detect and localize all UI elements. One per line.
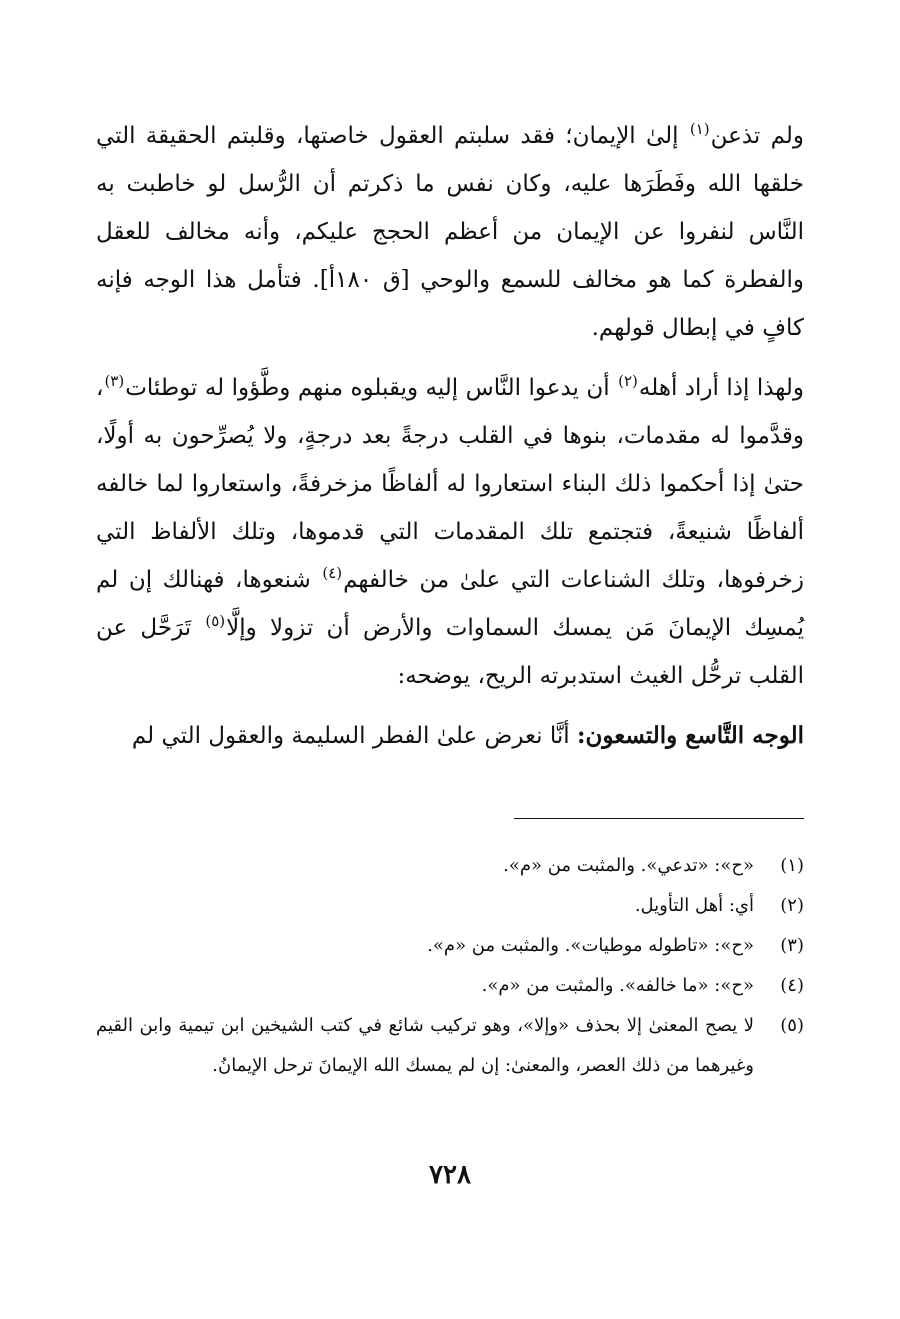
main-text — [96, 112, 804, 760]
footnotes — [96, 846, 804, 1086]
footnote-4 — [96, 966, 804, 1006]
footnote-5 — [96, 1006, 804, 1086]
paragraph-1-text: إلىٰ الإيمان؛ فقد سلبتم العقول خاصتها، وقلبتم الحقيقة التي خلقها الله وفَطَرَها عليه، وكان نفس ما ذكرتم أن الرُّسل لو خاطبت به النَّاس لنفروا عن الإيمان من أعظم الحجج عليكم، وأنه مخالف للعقل والفطرة كما هو مخالف للسمع والوحي [ق ١٨٠أ]. فتأمل هذا الوجه فإنه كافٍ في إبطال قولهم. — [96, 123, 804, 341]
paragraph-1-text: ولم تذعن — [710, 123, 804, 149]
footnote-number: (٣) — [780, 935, 804, 956]
footnote-ref-2[interactable]: (٢) — [618, 372, 638, 391]
paragraph-2-text: تَرَحَّل عن القلب ترحُّل الغيث استدبرته الريح، يوضحه: — [96, 615, 804, 689]
paragraph-2-text: شنعوها، فهنالك إن لم يُمسِك الإيمانَ مَن يمسك السماوات والأرض أن تزولا وإلَّا — [96, 567, 804, 641]
footnote-text: «ح»: «تاطوله موطيات». والمثبت من «م». — [427, 935, 754, 956]
section-heading: الوجه التَّاسع والتسعون: — [576, 722, 804, 749]
footnote-number: (١) — [780, 855, 804, 876]
footnote-text: «ح»: «تدعي». والمثبت من «م». — [503, 855, 754, 876]
paragraph-2-text: ولهذا إذا أراد أهله — [638, 375, 804, 401]
footnote-3 — [96, 926, 804, 966]
footnote-text: «ح»: «ما خالفه». والمثبت من «م». — [481, 975, 754, 996]
footnote-text: لا يصح المعنىٰ إلا بحذف «وإلا»، وهو تركيب شائع في كتب الشيخين ابن تيمية وابن القيم وغيرهما من ذلك العصر، والمعنىٰ: إن لم يمسك الله الإيمانَ ترحل الإيمانُ. — [96, 1015, 754, 1076]
paragraph-1 — [96, 112, 804, 352]
footnote-text: أي: أهل التأويل. — [634, 895, 754, 916]
footnote-ref-5[interactable]: (٥) — [205, 612, 226, 631]
section-heading-text: أنَّا نعرض علىٰ الفطر السليمة والعقول التي لم — [131, 723, 577, 749]
paragraph-2 — [96, 364, 804, 700]
footnote-divider — [514, 818, 804, 819]
footnote-1 — [96, 846, 804, 886]
footnote-number: (٤) — [780, 975, 804, 996]
paragraph-2-text: ، وقدَّموا له مقدمات، بنوها في القلب درجةً بعد درجةٍ، ولا يُصرِّحون به أولًا، حتىٰ إذا أحكموا ذلك البناء استعاروا له ألفاظًا مزخرفةً، واستعاروا لما خالفه ألفاظًا شنيعةً، فتجتمع تلك المقدمات التي قدموها، وتلك الألفاظ التي زخرفوها، وتلك الشناعات التي علىٰ من خالفهم — [96, 375, 804, 593]
footnote-number: (٥) — [780, 1015, 804, 1036]
section-heading-line — [96, 712, 804, 760]
footnote-ref-4[interactable]: (٤) — [322, 564, 343, 583]
page-number: ٧٢٨ — [429, 1160, 471, 1190]
footnote-2 — [96, 886, 804, 926]
paragraph-2-text: أن يدعوا النَّاس إليه ويقبلوه منهم وطَّؤوا له توطئات — [125, 375, 618, 401]
footnote-ref-1[interactable]: (١) — [689, 120, 710, 139]
footnote-ref-3[interactable]: (٣) — [104, 372, 125, 391]
footnote-number: (٢) — [780, 895, 804, 916]
